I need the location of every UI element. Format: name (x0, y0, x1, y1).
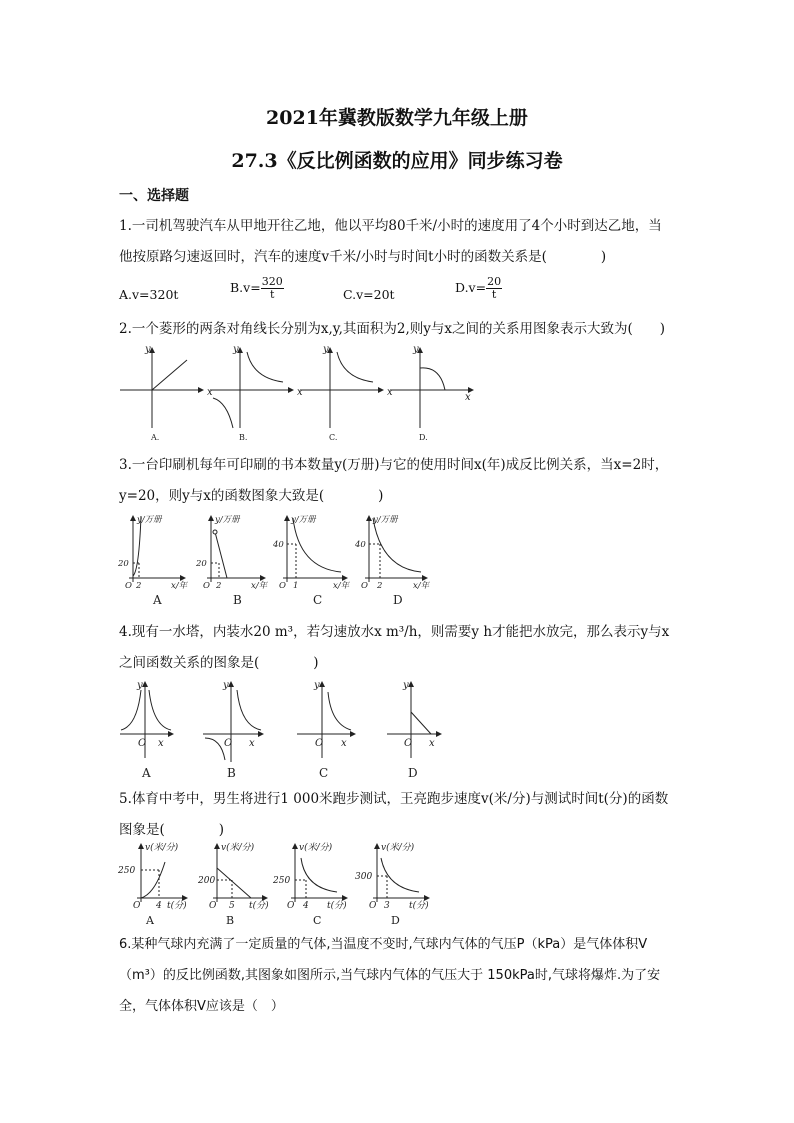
q5-d-ylabel: v(米/分) (381, 843, 415, 853)
q4-line1: 4.现有一水塔，内装水20 m³，若匀速放水x m³/h，则需要y h才能把水放完，那么表示y与x (119, 624, 670, 640)
section-heading: 一、选择题 (119, 188, 189, 204)
q1-option-b-prefix: B.v= (230, 280, 261, 295)
q3-caption-c: C (313, 593, 323, 607)
q4-caption-a: A (142, 766, 151, 780)
q4-a-ylabel: y (137, 680, 143, 691)
q2-b-ylabel: y (233, 344, 239, 355)
q5-d-origin: O (369, 901, 377, 911)
q5-c-origin: O (287, 901, 295, 911)
q3-graph-d (365, 516, 427, 582)
q2-caption-c: C. (329, 433, 338, 442)
q3-c-xlabel: x/年 (333, 581, 350, 591)
q2-a-xlabel: x (207, 387, 213, 398)
q4-graphs (115, 676, 445, 782)
q3-c-origin: O (279, 581, 286, 591)
q5-line1: 5.体育中考中，男生将进行1 000米跑步测试，王亮跑步速度v(米/分)与测试时间t(分)的函数 (119, 791, 669, 807)
q5-a-ytick: 250 (118, 866, 136, 876)
q5-a-xlabel: t(分) (167, 901, 187, 911)
q2-d-ylabel: y (413, 344, 419, 355)
q3-b-ytick: 20 (196, 559, 207, 569)
q2-caption-b: B. (239, 433, 248, 442)
q4-caption-d: D (408, 766, 418, 780)
q4-line2: 之间函数关系的图象是( ) (119, 655, 319, 671)
q3-d-xtick: 2 (377, 581, 383, 591)
q4-c-ylabel: y (314, 680, 320, 691)
q5-b-xlabel: t(分) (249, 901, 269, 911)
q3-c-ylabel: y/万册 (291, 515, 316, 525)
q5-c-xtick: 4 (303, 901, 309, 911)
q1-option-b-numerator: 320 (261, 275, 283, 288)
q3-caption-b: B (233, 593, 242, 607)
q3-a-ylabel: y/万册 (137, 515, 162, 525)
q3-d-ylabel: y/万册 (373, 515, 398, 525)
q5-b-ytick: 200 (198, 876, 216, 886)
q3-b-xlabel: x/年 (251, 581, 268, 591)
q3-line1: 3.一台印刷机每年可印刷的书本数量y(万册)与它的使用时间x(年)成反比例关系，当x=2时， (119, 457, 669, 473)
q5-caption-d: D (391, 914, 400, 927)
q1-line1: 1.一司机驾驶汽车从甲地开往乙地，他以平均80千米/小时的速度用了4个小时到达乙地，当 (119, 218, 662, 234)
q3-graphs (115, 508, 445, 608)
q5-caption-a: A (146, 914, 154, 927)
q4-d-origin: O (404, 738, 413, 749)
q2-caption-d: D. (419, 433, 428, 442)
q3-d-origin: O (361, 581, 368, 591)
q1-option-d (455, 276, 502, 301)
q3-a-xlabel: x/年 (171, 581, 188, 591)
q1-option-c: C.v=20t (343, 287, 395, 302)
q4-a-xlabel: x (158, 738, 164, 749)
q1-option-b-fraction (261, 276, 284, 301)
q6-line2: （m³）的反比例函数,其图象如图所示,当气球内气体的气压大于 150kPa时,气球将爆炸.为了安 (119, 968, 661, 983)
q4-graph-b (203, 682, 263, 762)
q5-c-xlabel: t(分) (327, 901, 347, 911)
q5-caption-b: B (226, 914, 235, 927)
q3-b-xtick: 2 (216, 581, 222, 591)
q5-line2: 图象是( ) (119, 822, 225, 838)
q2-graph-c (300, 348, 383, 428)
q4-b-xlabel: x (249, 738, 255, 749)
q4-graph-a (120, 682, 173, 758)
q2-c-xlabel: x (387, 387, 393, 398)
q2-b-xlabel: x (297, 387, 303, 398)
q1-option-a: A.v=320t (119, 287, 179, 302)
q3-caption-a: A (153, 593, 162, 607)
q3-b-origin: O (203, 581, 210, 591)
q4-caption-c: C (319, 766, 329, 780)
q2-caption-a: A. (151, 433, 160, 442)
q3-c-xtick: 1 (293, 581, 299, 591)
q1-option-d-denominator: t (491, 288, 497, 301)
q1-line2: 他按原路匀速返回时，汽车的速度v千米/小时与时间t小时的函数关系是( ) (119, 249, 607, 265)
q3-d-xlabel: x/年 (413, 581, 430, 591)
q5-c-ylabel: v(米/分) (299, 843, 333, 853)
page-subtitle: 27.3《反比例函数的应用》同步练习卷 (231, 150, 563, 172)
q1-option-b (230, 276, 284, 301)
q3-a-origin: O (125, 581, 132, 591)
q3-b-ylabel: y/万册 (215, 515, 240, 525)
q2-graph-b (210, 348, 293, 428)
q3-caption-d: D (393, 593, 403, 607)
q2-c-ylabel: y (323, 344, 329, 355)
q2-a-ylabel: y (145, 344, 151, 355)
q3-a-ytick: 20 (118, 559, 129, 569)
q4-d-ylabel: y (403, 680, 409, 691)
q5-a-ylabel: v(米/分) (145, 843, 179, 853)
q4-b-origin: O (224, 738, 233, 749)
q6-line3: 全，气体体积V应该是（ ） (119, 999, 284, 1014)
q5-b-xtick: 5 (229, 901, 235, 911)
q3-d-ytick: 40 (355, 540, 366, 550)
q2-d-xlabel: x (465, 392, 471, 403)
q5-d-xtick: 3 (384, 901, 390, 911)
q1-option-b-denominator: t (269, 288, 275, 301)
q2-graph-a (120, 348, 203, 428)
q2-line1: 2.一个菱形的两条对角线长分别为x,y,其面积为2,则y与x之间的关系用图象表示大致为( ) (119, 321, 666, 337)
q5-caption-c: C (313, 914, 322, 927)
q2-graph-d (390, 348, 473, 428)
q4-b-ylabel: y (223, 680, 229, 691)
q4-c-origin: O (315, 738, 324, 749)
q5-c-ytick: 250 (273, 876, 291, 886)
q5-graphs (115, 840, 435, 930)
q5-d-xlabel: t(分) (409, 901, 429, 911)
q1-option-d-prefix: D.v= (455, 280, 487, 295)
q4-c-xlabel: x (341, 738, 347, 749)
q5-b-ylabel: v(米/分) (221, 843, 255, 853)
q3-line2: y=20，则y与x的函数图象大致是( ) (119, 488, 384, 504)
q1-option-d-numerator: 20 (487, 275, 502, 288)
q1-option-d-fraction (486, 276, 502, 301)
q4-d-xlabel: x (429, 738, 435, 749)
q2-graphs (115, 340, 475, 445)
page-title: 2021年冀教版数学九年级上册 (266, 107, 528, 129)
q6-line1: 6.某种气球内充满了一定质量的气体,当温度不变时,气球内气体的气压P（kPa）是气体体积V (119, 937, 648, 952)
q3-graph-b (207, 516, 265, 582)
q5-a-xtick: 4 (156, 901, 162, 911)
q3-c-ytick: 40 (273, 540, 284, 550)
q4-caption-b: B (227, 766, 236, 780)
q4-a-origin: O (138, 738, 147, 749)
q5-b-origin: O (209, 901, 217, 911)
q3-graph-c (283, 516, 347, 582)
q5-d-ytick: 300 (355, 872, 373, 882)
q3-a-xtick: 2 (136, 581, 142, 591)
q3-graph-a (129, 516, 185, 582)
q5-a-origin: O (133, 901, 141, 911)
